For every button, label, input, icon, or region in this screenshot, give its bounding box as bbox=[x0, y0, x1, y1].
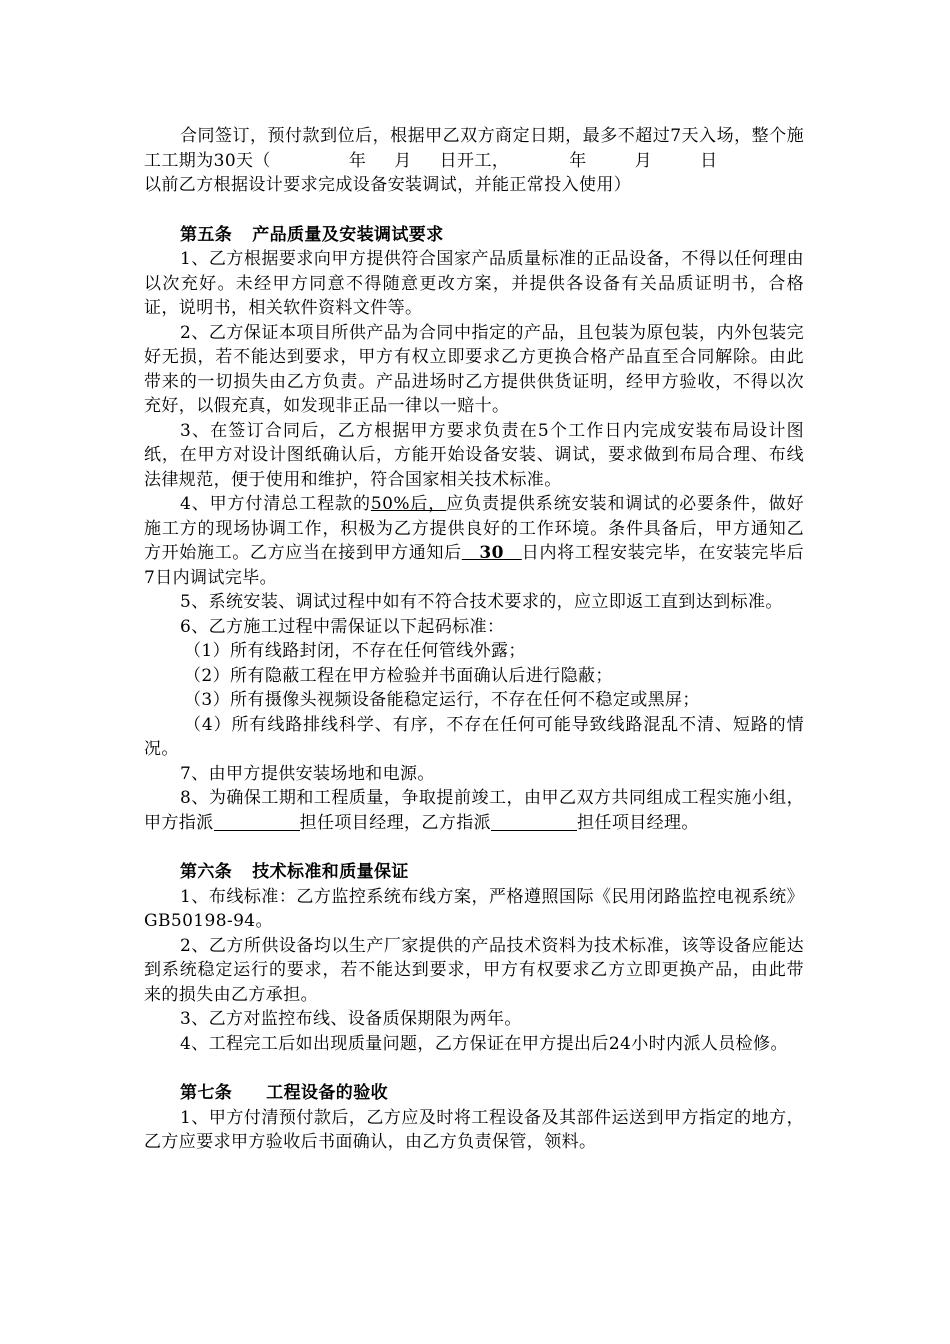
article-6-item-3: 3、乙方对监控布线、设备质保期限为两年。 bbox=[180, 1009, 522, 1029]
article-5-item-8 bbox=[144, 786, 804, 835]
article-7-number: 第七条 bbox=[180, 1083, 233, 1103]
item-8-text-a: 8、为确保工期和工程质量，争取提前竣工，由甲乙双方共同组成工程实施小组，甲方指派 bbox=[144, 788, 804, 833]
intro-year-2: 年 bbox=[569, 150, 587, 171]
article-6-item-2: 2、乙方所供设备均以生产厂家提供的产品技术资料为技术标准，该等设备应能达到系统稳定运行的要求，若不能达到要求，甲方有权要求乙方立即更换产品，由此带来的损失由乙方承担。 bbox=[144, 935, 804, 1005]
document-body bbox=[144, 124, 822, 1155]
article-6-title: 技术标准和质量保证 bbox=[252, 862, 409, 882]
article-6-number: 第六条 bbox=[180, 862, 233, 882]
intro-month-2: 月 bbox=[634, 150, 653, 171]
item-4-text-b: 应负责提供系统安装和调试的必要条件，做好施工方的现场协调工作，积极为乙方提供良好的工作环境。条件具备后，甲方通知乙方开始施工。乙方应当在接到甲方通知后 bbox=[144, 494, 805, 563]
article-6-heading bbox=[144, 860, 804, 885]
article-5-item-1: 1、乙方根据要求向甲方提供符合国家产品质量标准的正品设备，不得以任何理由以次充好。未经甲方同意不得随意更改方案，并提供各设备有关品质证明书，合格证，说明书，相关软件资料文件等。 bbox=[144, 249, 804, 318]
intro-month-1: 月 bbox=[394, 150, 412, 171]
item-4-percentage: 50%后， bbox=[370, 494, 447, 514]
party-b-manager-blank bbox=[491, 813, 577, 831]
article-7-item-1: 1、甲方付清预付款后，乙方应及时将工程设备及其部件运送到甲方指定的地方，乙方应要求甲方验收后书面确认，由乙方负责保管，领料。 bbox=[144, 1107, 804, 1152]
standard-3: （3）所有摄像头视频设备能稳定运行，不存在任何不稳定或黑屏； bbox=[184, 690, 700, 710]
intro-text-a: 合同签订，预付款到位后，根据甲乙双方商定日期，最多不超过7天入场，整个施工工期为30天（ bbox=[144, 126, 804, 171]
item-8-text-c: 担任项目经理。 bbox=[577, 812, 699, 833]
article-5-title: 产品质量及安装调试要求 bbox=[252, 224, 444, 245]
article-7-heading bbox=[144, 1081, 804, 1106]
article-5-item-4 bbox=[144, 492, 822, 590]
article-5-item-6: 6、乙方施工过程中需保证以下起码标准： bbox=[180, 616, 505, 637]
item-8-text-b: 担任项目经理，乙方指派 bbox=[299, 812, 492, 833]
intro-day-1: 日开工， bbox=[439, 150, 510, 171]
standard-1: （1）所有线路封闭，不存在任何管线外露； bbox=[184, 641, 526, 661]
item-4-text-a: 4、甲方付清总工程款的 bbox=[180, 494, 371, 514]
article-6-item-1: 1、布线标准：乙方监控系统布线方案，严格遵照国际《民用闭路监控电视系统》GB50198-94。 bbox=[144, 886, 804, 931]
intro-year-1: 年 bbox=[348, 150, 367, 171]
intro-day-2: 日 bbox=[700, 150, 718, 171]
party-a-manager-blank bbox=[214, 813, 300, 831]
article-5-item-5: 5、系统安装、调试过程中如有不符合技术要求的，应立即返工直到达到标准。 bbox=[180, 592, 783, 612]
item-4-days: 30 bbox=[461, 543, 522, 563]
standard-2: （2）所有隐蔽工程在甲方检验并书面确认后进行隐蔽； bbox=[184, 665, 613, 686]
article-7-title: 工程设备的验收 bbox=[266, 1083, 389, 1103]
article-5-item-7: 7、由甲方提供安装场地和电源。 bbox=[180, 763, 435, 784]
article-5-item-3: 3、在签订合同后，乙方根据甲方要求负责在5个工作日内完成安装布局设计图纸，在甲方对设计图纸确认后，方能开始设备安装、调试，要求做到布局合理、布线法律规范，便于使用和维护，符合国家相关技术标准。 bbox=[144, 420, 804, 490]
intro-paragraph bbox=[144, 124, 804, 198]
article-5-number: 第五条 bbox=[180, 224, 233, 245]
article-5-heading bbox=[144, 223, 804, 248]
standard-4: （4）所有线路排线科学、有序，不存在任何可能导致线路混乱不清、短路的情况。 bbox=[144, 714, 804, 759]
intro-text-b: 以前乙方根据设计要求完成设备安装调试，并能正常投入使用） bbox=[144, 175, 632, 195]
article-5-item-2: 2、乙方保证本项目所供产品为合同中指定的产品，且包装为原包装，内外包装完好无损，若不能达到要求，甲方有权立即要求乙方更换合格产品直至合同解除。由此带来的一切损失由乙方负责。产品进场时乙方提供供货证明，经甲方验收，不得以次充好，以假充真，如发现非正品一律以一赔十。 bbox=[144, 322, 804, 416]
article-6-item-4: 4、工程完工后如出现质量问题，乙方保证在甲方提出后24小时内派人员检修。 bbox=[180, 1033, 788, 1054]
item-4-text-c: 日内将工程安装完毕，在安装完毕后 7日内调试完毕。 bbox=[144, 543, 822, 588]
